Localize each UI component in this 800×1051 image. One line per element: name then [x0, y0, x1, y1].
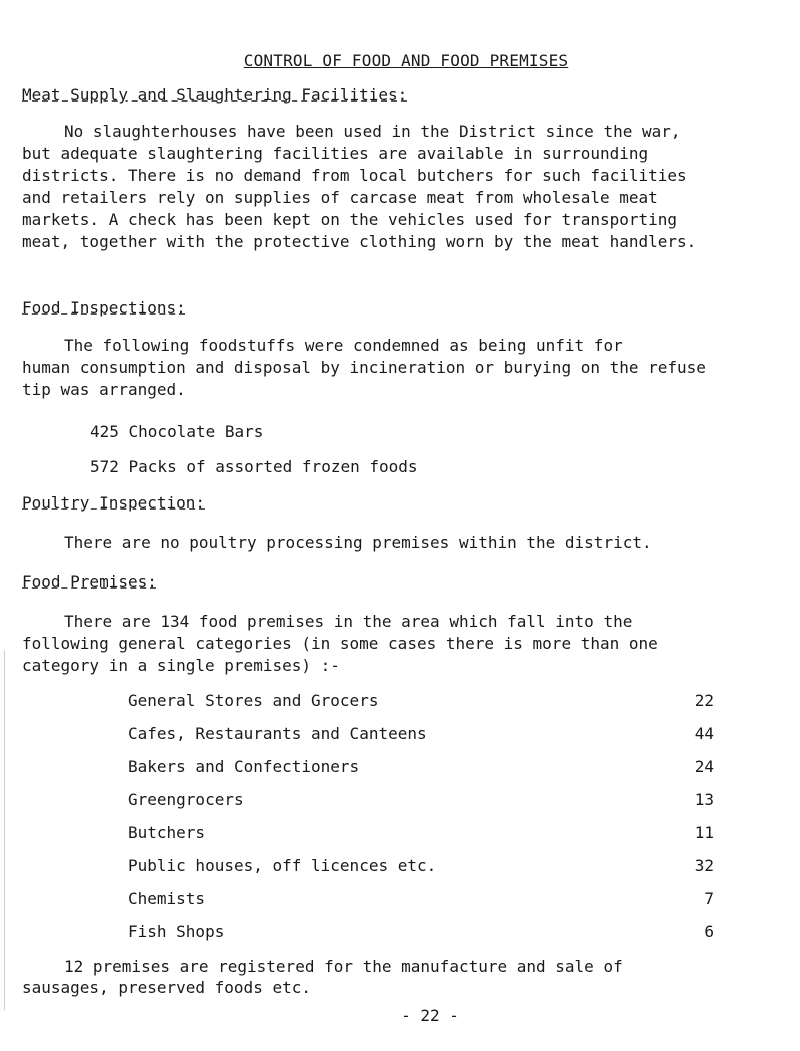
poultry-inspection-heading: Poultry Inspection:	[22, 493, 206, 512]
category-count: 22	[694, 691, 714, 710]
poultry-paragraph: There are no poultry processing premises within the district.	[64, 533, 652, 552]
food-premises-heading: Food Premises:	[22, 572, 157, 591]
text-line: sausages, preserved foods etc.	[22, 978, 311, 997]
category-name: Chemists	[128, 889, 206, 908]
category-row	[128, 690, 714, 712]
category-row	[128, 822, 714, 844]
text-line: category in a single premises) :-	[22, 656, 340, 675]
category-name: General Stores and Grocers	[128, 691, 379, 710]
text-line: 12 premises are registered for the manufacture and sale of	[64, 957, 623, 976]
condemned-item: 572 Packs of assorted frozen foods	[90, 457, 418, 476]
scan-margin-line	[4, 650, 5, 1010]
category-name: Fish Shops	[128, 922, 225, 941]
category-count: 44	[694, 724, 714, 743]
category-count: 6	[704, 922, 714, 941]
text-line: tip was arranged.	[22, 380, 186, 399]
food-premises-paragraph	[22, 611, 792, 677]
text-line: districts. There is no demand from local butchers for such facilities	[22, 166, 687, 185]
text-line: human consumption and disposal by incineration or burying on the refuse	[22, 358, 706, 377]
text-line: meat, together with the protective clothing worn by the meat handlers.	[22, 232, 697, 251]
text-line: The following foodstuffs were condemned as being unfit for	[64, 336, 623, 355]
page-number: - 22 -	[401, 1006, 459, 1025]
category-row	[128, 921, 714, 943]
text-line: and retailers rely on supplies of carcase meat from wholesale meat	[22, 188, 658, 207]
meat-supply-heading: Meat Supply and Slaughtering Facilities:	[22, 85, 408, 104]
category-name: Greengrocers	[128, 790, 244, 809]
text-line: No slaughterhouses have been used in the District since the war,	[64, 122, 681, 141]
category-name: Butchers	[128, 823, 206, 842]
food-inspections-paragraph	[22, 335, 792, 401]
text-line: but adequate slaughtering facilities are available in surrounding	[22, 144, 649, 163]
meat-supply-paragraph	[22, 121, 792, 253]
category-count: 11	[694, 823, 714, 842]
category-count: 32	[694, 856, 714, 875]
category-name: Bakers and Confectioners	[128, 757, 360, 776]
category-count: 7	[704, 889, 714, 908]
text-line: There are 134 food premises in the area which fall into the	[64, 612, 633, 631]
page-title: CONTROL OF FOOD AND FOOD PREMISES	[243, 51, 569, 70]
sausages-paragraph	[22, 956, 792, 998]
category-row	[128, 723, 714, 745]
text-line: following general categories (in some cases there is more than one	[22, 634, 658, 653]
text-line: markets. A check has been kept on the vehicles used for transporting	[22, 210, 678, 229]
category-row	[128, 756, 714, 778]
food-inspections-heading: Food Inspections:	[22, 298, 186, 317]
category-name: Public houses, off licences etc.	[128, 856, 437, 875]
category-row	[128, 888, 714, 910]
category-count: 24	[694, 757, 714, 776]
category-row	[128, 789, 714, 811]
category-count: 13	[694, 790, 714, 809]
category-row	[128, 855, 714, 877]
category-name: Cafes, Restaurants and Canteens	[128, 724, 427, 743]
condemned-item: 425 Chocolate Bars	[90, 422, 264, 441]
